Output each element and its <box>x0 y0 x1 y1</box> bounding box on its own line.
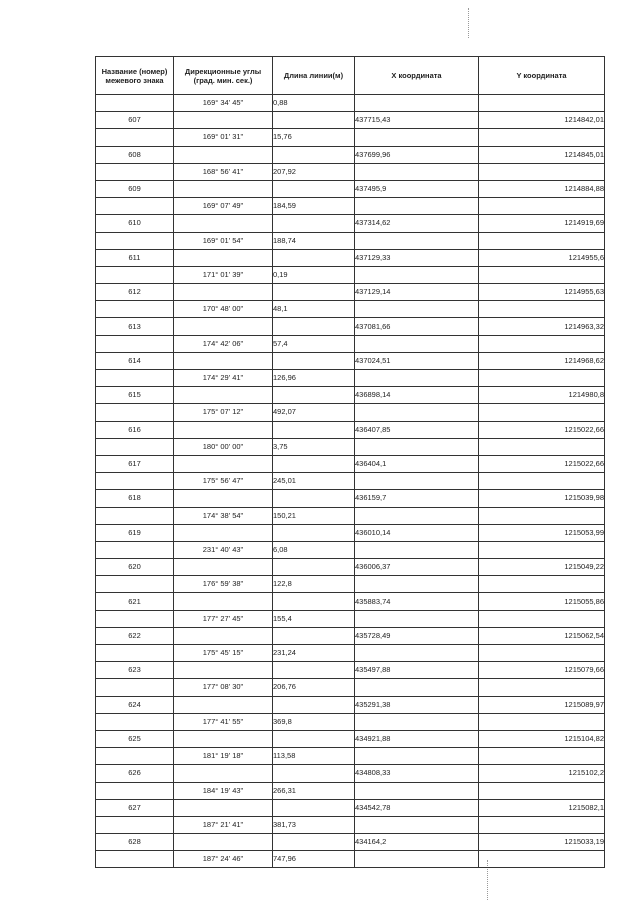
line-length-cell <box>273 284 355 301</box>
direction-angle-cell <box>174 421 273 438</box>
point-name-cell <box>96 95 174 112</box>
y-coordinate-cell <box>479 370 605 387</box>
point-name-cell <box>96 404 174 421</box>
line-length-cell <box>273 421 355 438</box>
segment-row <box>96 507 605 524</box>
direction-angle-cell: 177° 27' 45" <box>174 610 273 627</box>
direction-angle-cell: 181° 19' 18" <box>174 748 273 765</box>
segment-row <box>96 541 605 558</box>
y-coordinate-cell: 1215049,22 <box>479 559 605 576</box>
point-row <box>96 421 605 438</box>
y-coordinate-cell <box>479 473 605 490</box>
line-length-cell: 3,75 <box>273 438 355 455</box>
line-length-cell <box>273 730 355 747</box>
line-length-cell <box>273 215 355 232</box>
y-coordinate-cell <box>479 816 605 833</box>
point-row <box>96 730 605 747</box>
x-coordinate-cell: 437081,66 <box>355 318 479 335</box>
segment-row <box>96 679 605 696</box>
point-name-cell <box>96 645 174 662</box>
segment-row <box>96 748 605 765</box>
x-coordinate-cell <box>355 370 479 387</box>
direction-angle-cell <box>174 352 273 369</box>
x-coordinate-cell <box>355 507 479 524</box>
point-name-cell: 622 <box>96 627 174 644</box>
line-length-cell <box>273 352 355 369</box>
x-coordinate-cell: 435728,49 <box>355 627 479 644</box>
direction-angle-cell <box>174 387 273 404</box>
point-row <box>96 524 605 541</box>
y-coordinate-cell: 1215022,66 <box>479 455 605 472</box>
x-coordinate-cell: 437314,62 <box>355 215 479 232</box>
x-coordinate-cell: 436404,1 <box>355 455 479 472</box>
line-length-cell: 155,4 <box>273 610 355 627</box>
line-length-cell <box>273 799 355 816</box>
point-row <box>96 318 605 335</box>
x-coordinate-cell <box>355 679 479 696</box>
x-coordinate-cell: 435497,88 <box>355 662 479 679</box>
y-coordinate-cell <box>479 541 605 558</box>
x-coordinate-cell <box>355 713 479 730</box>
direction-angle-cell: 175° 45' 15" <box>174 645 273 662</box>
line-length-cell: 15,76 <box>273 129 355 146</box>
y-coordinate-cell <box>479 782 605 799</box>
line-length-cell: 188,74 <box>273 232 355 249</box>
y-coordinate-cell: 1215055,86 <box>479 593 605 610</box>
y-coordinate-cell <box>479 163 605 180</box>
point-name-cell: 607 <box>96 112 174 129</box>
line-length-cell <box>273 662 355 679</box>
y-coordinate-cell <box>479 335 605 352</box>
y-coordinate-cell: 1214845,01 <box>479 146 605 163</box>
y-coordinate-cell: 1215033,19 <box>479 834 605 851</box>
y-coordinate-cell: 1215022,66 <box>479 421 605 438</box>
direction-angle-cell: 169° 01' 31" <box>174 129 273 146</box>
line-length-cell <box>273 318 355 335</box>
y-coordinate-cell: 1214919,69 <box>479 215 605 232</box>
line-length-cell: 747,96 <box>273 851 355 868</box>
y-coordinate-cell <box>479 198 605 215</box>
point-row <box>96 593 605 610</box>
point-row <box>96 146 605 163</box>
direction-angle-cell <box>174 318 273 335</box>
y-coordinate-cell <box>479 851 605 868</box>
y-coordinate-cell: 1214842,01 <box>479 112 605 129</box>
point-name-cell: 618 <box>96 490 174 507</box>
direction-angle-cell <box>174 249 273 266</box>
direction-angle-cell <box>174 490 273 507</box>
direction-angle-cell <box>174 799 273 816</box>
point-name-cell <box>96 163 174 180</box>
line-length-cell <box>273 834 355 851</box>
line-length-cell: 184,59 <box>273 198 355 215</box>
direction-angle-cell <box>174 730 273 747</box>
x-coordinate-cell <box>355 232 479 249</box>
y-coordinate-cell <box>479 610 605 627</box>
y-coordinate-cell: 1215062,54 <box>479 627 605 644</box>
direction-angle-cell <box>174 524 273 541</box>
direction-angle-cell <box>174 662 273 679</box>
segment-row <box>96 610 605 627</box>
point-name-cell <box>96 507 174 524</box>
x-coordinate-cell: 437129,33 <box>355 249 479 266</box>
point-name-cell <box>96 713 174 730</box>
y-coordinate-cell: 1215104,82 <box>479 730 605 747</box>
coordinates-table <box>95 56 605 868</box>
x-coordinate-cell <box>355 198 479 215</box>
segment-row <box>96 370 605 387</box>
y-coordinate-cell: 1215079,66 <box>479 662 605 679</box>
segment-row <box>96 335 605 352</box>
direction-angle-cell: 174° 42' 06" <box>174 335 273 352</box>
point-name-cell: 628 <box>96 834 174 851</box>
direction-angle-cell <box>174 559 273 576</box>
point-name-cell: 626 <box>96 765 174 782</box>
x-coordinate-cell <box>355 129 479 146</box>
direction-angle-cell <box>174 593 273 610</box>
point-row <box>96 696 605 713</box>
segment-row <box>96 851 605 868</box>
x-coordinate-cell: 435291,38 <box>355 696 479 713</box>
line-length-cell <box>273 696 355 713</box>
direction-angle-cell: 170° 48' 00" <box>174 301 273 318</box>
x-coordinate-cell <box>355 851 479 868</box>
point-row <box>96 490 605 507</box>
y-coordinate-cell: 1215102,2 <box>479 765 605 782</box>
y-coordinate-cell: 1214963,32 <box>479 318 605 335</box>
direction-angle-cell: 187° 21' 41" <box>174 816 273 833</box>
y-coordinate-cell: 1214955,63 <box>479 284 605 301</box>
point-row <box>96 215 605 232</box>
line-length-cell <box>273 627 355 644</box>
point-row <box>96 662 605 679</box>
direction-angle-cell <box>174 696 273 713</box>
x-coordinate-cell: 437699,96 <box>355 146 479 163</box>
line-length-cell: 126,96 <box>273 370 355 387</box>
x-coordinate-cell <box>355 748 479 765</box>
point-row <box>96 834 605 851</box>
line-length-cell <box>273 180 355 197</box>
y-coordinate-cell: 1215089,97 <box>479 696 605 713</box>
x-coordinate-cell <box>355 645 479 662</box>
y-coordinate-cell <box>479 713 605 730</box>
line-length-cell <box>273 387 355 404</box>
direction-angle-cell <box>174 455 273 472</box>
x-coordinate-cell: 436407,85 <box>355 421 479 438</box>
x-coordinate-cell <box>355 576 479 593</box>
scan-artifact <box>468 8 469 38</box>
line-length-cell <box>273 765 355 782</box>
segment-row <box>96 301 605 318</box>
direction-angle-cell: 177° 41' 55" <box>174 713 273 730</box>
direction-angle-cell <box>174 627 273 644</box>
x-coordinate-cell <box>355 541 479 558</box>
y-coordinate-cell: 1215082,1 <box>479 799 605 816</box>
point-name-cell: 619 <box>96 524 174 541</box>
y-coordinate-cell: 1214968,62 <box>479 352 605 369</box>
line-length-cell: 113,58 <box>273 748 355 765</box>
x-coordinate-cell <box>355 610 479 627</box>
line-length-cell: 48,1 <box>273 301 355 318</box>
point-name-cell <box>96 335 174 352</box>
line-length-cell: 6,08 <box>273 541 355 558</box>
direction-angle-cell: 171° 01' 39" <box>174 266 273 283</box>
line-length-cell: 57,4 <box>273 335 355 352</box>
point-name-cell: 621 <box>96 593 174 610</box>
y-coordinate-cell: 1214980,8 <box>479 387 605 404</box>
point-name-cell <box>96 851 174 868</box>
point-row <box>96 284 605 301</box>
x-coordinate-cell: 434164,2 <box>355 834 479 851</box>
direction-angle-cell: 169° 34' 45" <box>174 95 273 112</box>
x-coordinate-cell <box>355 473 479 490</box>
line-length-cell: 0,19 <box>273 266 355 283</box>
header-line-length: Длина линии(м) <box>273 57 355 95</box>
y-coordinate-cell <box>479 507 605 524</box>
point-name-cell: 612 <box>96 284 174 301</box>
header-point-name: Название (номер) межевого знака <box>96 57 174 95</box>
x-coordinate-cell: 434542,78 <box>355 799 479 816</box>
segment-row <box>96 95 605 112</box>
y-coordinate-cell <box>479 404 605 421</box>
point-name-cell <box>96 816 174 833</box>
point-name-cell <box>96 576 174 593</box>
segment-row <box>96 473 605 490</box>
line-length-cell: 231,24 <box>273 645 355 662</box>
direction-angle-cell: 169° 01' 54" <box>174 232 273 249</box>
point-name-cell: 627 <box>96 799 174 816</box>
point-row <box>96 387 605 404</box>
point-row <box>96 559 605 576</box>
y-coordinate-cell: 1214884,88 <box>479 180 605 197</box>
y-coordinate-cell: 1214955,6 <box>479 249 605 266</box>
line-length-cell <box>273 112 355 129</box>
point-name-cell <box>96 473 174 490</box>
point-name-cell: 613 <box>96 318 174 335</box>
x-coordinate-cell: 437024,51 <box>355 352 479 369</box>
y-coordinate-cell <box>479 95 605 112</box>
x-coordinate-cell <box>355 163 479 180</box>
point-name-cell <box>96 266 174 283</box>
line-length-cell: 492,07 <box>273 404 355 421</box>
point-row <box>96 180 605 197</box>
x-coordinate-cell: 436898,14 <box>355 387 479 404</box>
line-length-cell: 150,21 <box>273 507 355 524</box>
header-x-coordinate: X координата <box>355 57 479 95</box>
segment-row <box>96 816 605 833</box>
point-name-cell: 616 <box>96 421 174 438</box>
point-row <box>96 352 605 369</box>
direction-angle-cell: 174° 38' 54" <box>174 507 273 524</box>
point-row <box>96 799 605 816</box>
point-row <box>96 249 605 266</box>
direction-angle-cell: 168° 56' 41" <box>174 163 273 180</box>
segment-row <box>96 232 605 249</box>
direction-angle-cell: 175° 56' 47" <box>174 473 273 490</box>
line-length-cell: 369,8 <box>273 713 355 730</box>
direction-angle-cell <box>174 765 273 782</box>
x-coordinate-cell: 436010,14 <box>355 524 479 541</box>
line-length-cell: 206,76 <box>273 679 355 696</box>
x-coordinate-cell <box>355 266 479 283</box>
x-coordinate-cell: 434808,33 <box>355 765 479 782</box>
point-name-cell <box>96 782 174 799</box>
direction-angle-cell: 175° 07' 12" <box>174 404 273 421</box>
y-coordinate-cell <box>479 748 605 765</box>
y-coordinate-cell <box>479 679 605 696</box>
segment-row <box>96 438 605 455</box>
direction-angle-cell: 180° 00' 00" <box>174 438 273 455</box>
point-name-cell: 614 <box>96 352 174 369</box>
line-length-cell <box>273 559 355 576</box>
x-coordinate-cell: 437129,14 <box>355 284 479 301</box>
direction-angle-cell: 187° 24' 46" <box>174 851 273 868</box>
y-coordinate-cell <box>479 438 605 455</box>
point-row <box>96 627 605 644</box>
y-coordinate-cell <box>479 232 605 249</box>
point-name-cell: 617 <box>96 455 174 472</box>
segment-row <box>96 782 605 799</box>
point-name-cell: 624 <box>96 696 174 713</box>
segment-row <box>96 198 605 215</box>
y-coordinate-cell <box>479 645 605 662</box>
point-name-cell <box>96 232 174 249</box>
direction-angle-cell <box>174 215 273 232</box>
direction-angle-cell: 176° 59' 38" <box>174 576 273 593</box>
y-coordinate-cell <box>479 266 605 283</box>
point-name-cell <box>96 679 174 696</box>
point-name-cell <box>96 129 174 146</box>
segment-row <box>96 163 605 180</box>
point-name-cell: 609 <box>96 180 174 197</box>
x-coordinate-cell: 435883,74 <box>355 593 479 610</box>
x-coordinate-cell <box>355 404 479 421</box>
point-name-cell: 608 <box>96 146 174 163</box>
x-coordinate-cell <box>355 335 479 352</box>
direction-angle-cell: 177° 08' 30" <box>174 679 273 696</box>
direction-angle-cell: 184° 19' 43" <box>174 782 273 799</box>
header-y-coordinate: Y координата <box>479 57 605 95</box>
point-name-cell <box>96 438 174 455</box>
point-name-cell <box>96 541 174 558</box>
x-coordinate-cell: 436006,37 <box>355 559 479 576</box>
direction-angle-cell: 174° 29' 41" <box>174 370 273 387</box>
point-name-cell <box>96 301 174 318</box>
point-name-cell: 623 <box>96 662 174 679</box>
y-coordinate-cell <box>479 576 605 593</box>
direction-angle-cell: 231° 40' 43" <box>174 541 273 558</box>
y-coordinate-cell <box>479 301 605 318</box>
direction-angle-cell: 169° 07' 49" <box>174 198 273 215</box>
x-coordinate-cell <box>355 782 479 799</box>
line-length-cell: 207,92 <box>273 163 355 180</box>
point-name-cell: 625 <box>96 730 174 747</box>
header-direction-angle: Дирекционные углы (град. мин. сек.) <box>174 57 273 95</box>
x-coordinate-cell: 434921,88 <box>355 730 479 747</box>
line-length-cell <box>273 249 355 266</box>
segment-row <box>96 713 605 730</box>
point-name-cell: 611 <box>96 249 174 266</box>
line-length-cell: 122,8 <box>273 576 355 593</box>
line-length-cell <box>273 524 355 541</box>
x-coordinate-cell: 437715,43 <box>355 112 479 129</box>
x-coordinate-cell <box>355 301 479 318</box>
point-row <box>96 455 605 472</box>
direction-angle-cell <box>174 146 273 163</box>
segment-row <box>96 129 605 146</box>
y-coordinate-cell: 1215053,99 <box>479 524 605 541</box>
direction-angle-cell <box>174 180 273 197</box>
point-row <box>96 765 605 782</box>
segment-row <box>96 404 605 421</box>
x-coordinate-cell: 436159,7 <box>355 490 479 507</box>
line-length-cell: 381,73 <box>273 816 355 833</box>
point-name-cell <box>96 748 174 765</box>
segment-row <box>96 576 605 593</box>
x-coordinate-cell <box>355 438 479 455</box>
line-length-cell: 266,31 <box>273 782 355 799</box>
x-coordinate-cell <box>355 816 479 833</box>
direction-angle-cell <box>174 834 273 851</box>
direction-angle-cell <box>174 284 273 301</box>
point-row <box>96 112 605 129</box>
x-coordinate-cell <box>355 95 479 112</box>
point-name-cell: 615 <box>96 387 174 404</box>
line-length-cell: 0,88 <box>273 95 355 112</box>
point-name-cell <box>96 610 174 627</box>
y-coordinate-cell <box>479 129 605 146</box>
table-header-row <box>96 57 605 95</box>
segment-row <box>96 266 605 283</box>
line-length-cell <box>273 146 355 163</box>
point-name-cell <box>96 370 174 387</box>
x-coordinate-cell: 437495,9 <box>355 180 479 197</box>
y-coordinate-cell: 1215039,98 <box>479 490 605 507</box>
point-name-cell <box>96 198 174 215</box>
point-name-cell: 610 <box>96 215 174 232</box>
line-length-cell: 245,01 <box>273 473 355 490</box>
segment-row <box>96 645 605 662</box>
direction-angle-cell <box>174 112 273 129</box>
point-name-cell: 620 <box>96 559 174 576</box>
line-length-cell <box>273 455 355 472</box>
table-body <box>96 95 605 868</box>
line-length-cell <box>273 593 355 610</box>
line-length-cell <box>273 490 355 507</box>
